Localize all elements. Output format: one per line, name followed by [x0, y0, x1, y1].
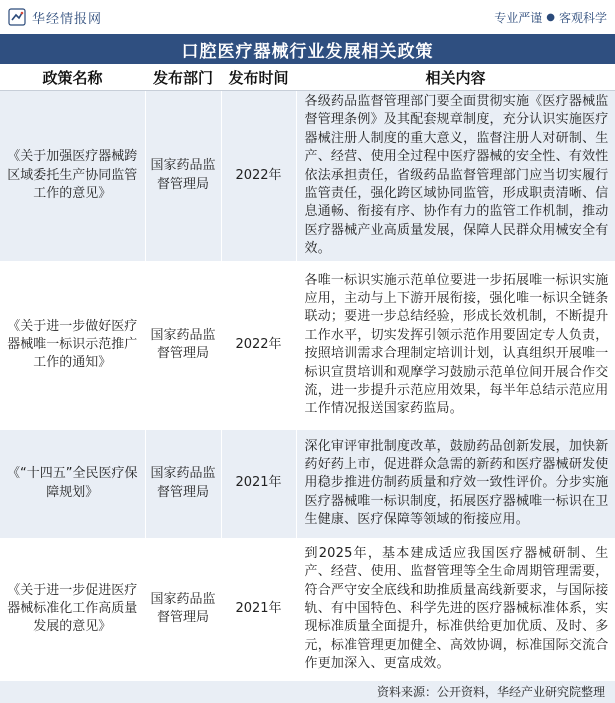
column-header-policy-name: 政策名称 [0, 64, 145, 91]
slogan-separator: ● [546, 11, 555, 23]
policy-name-cell: 《关于进一步做好医疗器械唯一标识示范推广工作的通知》 [0, 262, 145, 429]
slogan-part2: 客观科学 [558, 10, 607, 25]
slogan [494, 9, 607, 26]
table-row [0, 91, 615, 262]
department-cell: 国家药品监督管理局 [145, 539, 221, 680]
table-row [0, 539, 615, 680]
department-cell: 国家药品监督管理局 [145, 262, 221, 429]
page-title: 口腔医疗器械行业发展相关政策 [0, 34, 615, 64]
source-footer [0, 681, 615, 703]
table-row [0, 429, 615, 539]
source-note: 资料来源：公开资料，华经产业研究院整理 [376, 685, 605, 700]
department-cell: 国家药品监督管理局 [145, 91, 221, 262]
department-cell: 国家药品监督管理局 [145, 429, 221, 539]
column-header-department: 发布部门 [145, 64, 221, 91]
content-cell: 深化审评审批制度改革，鼓励药品创新发展，加快新药好药上市，促进群众急需的新药和医疗器械研发使用稳步推进仿制药质量和疗效一致性评价。分步实施医疗器械唯一标识制度，拓展医疗器械唯一标识在卫生健康、医疗保障等领域的衔接应用。 [296, 429, 615, 539]
policy-name-cell: 《关于加强医疗器械跨区域委托生产协同监管工作的意见》 [0, 91, 145, 262]
top-bar [0, 0, 615, 34]
content-cell: 到2025年，基本建成适应我国医疗器械研制、生产、经营、使用、监督管理等全生命周期管理需要，符合严守安全底线和助推质量高线新要求，与国际接轨、有中国特色、科学先进的医疗器械标准体系，实现标准质量全面提升，标准供给更加优质、及时、多元，标准管理更加健全、高效协调，标准国际交流合作更加深入、更富成效。 [296, 539, 615, 680]
column-header-date: 发布时间 [221, 64, 296, 91]
brand-name: 华经情报网 [32, 11, 103, 27]
content-cell: 各唯一标识实施示范单位要进一步拓展唯一标识实施应用，主动与上下游开展衔接，强化唯一标识全链条联动；要进一步总结经验，形成长效机制，不断提升工作水平，切实发挥引领示范作用要固定专人负责，按照培训需求合理制定培训计划，认真组织开展唯一标识宣贯培训和观摩学习鼓励示范单位间开展合作交流，进一步提升示范应用效果，每半年总结示范应用工作情况报送国家药监局。 [296, 262, 615, 429]
date-cell: 2022年 [221, 262, 296, 429]
date-cell: 2022年 [221, 91, 296, 262]
policy-table [0, 64, 615, 681]
policy-name-cell: 《“十四五”全民医疗保障规划》 [0, 429, 145, 539]
brand-logo-icon [8, 8, 26, 26]
column-header-content: 相关内容 [296, 64, 615, 91]
table-header-row [0, 64, 615, 91]
date-cell: 2021年 [221, 429, 296, 539]
slogan-part1: 专业严谨 [494, 10, 543, 25]
content-cell: 各级药品监督管理部门要全面贯彻实施《医疗器械监督管理条例》及其配套规章制度，充分认识实施医疗器械注册人制度的重大意义，监督注册人对研制、生产、经营、使用全过程中医疗器械的安全性、有效性依法承担责任，省级药品监督管理部门应当切实履行监管责任，强化跨区域协同监管，形成职责清晰、信息通畅、衔接有序、协作有力的监管工作机制，推动医疗器械产业高质量发展，保障人民群众用械安全有效。 [296, 91, 615, 262]
table-row [0, 262, 615, 429]
brand [8, 8, 102, 27]
policy-name-cell: 《关于进一步促进医疗器械标准化工作高质量发展的意见》 [0, 539, 145, 680]
date-cell: 2021年 [221, 539, 296, 680]
